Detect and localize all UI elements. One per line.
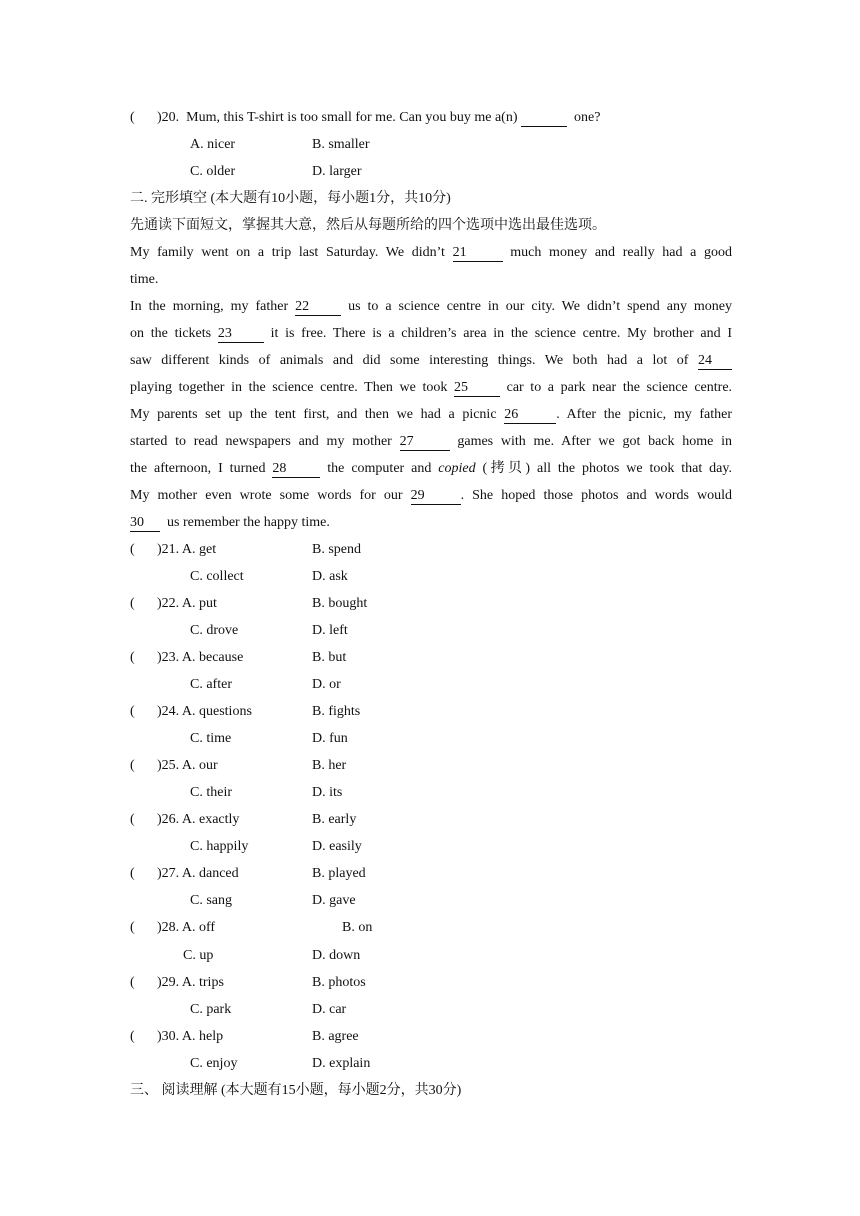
- passage-text: us to a science centre in our city. We didn’t spend any money: [348, 299, 733, 314]
- question-23-option-d: D. or: [312, 677, 341, 692]
- question-30-option-a: )30. A. help: [157, 1029, 224, 1044]
- passage-line: [130, 243, 732, 263]
- passage-text: My family went on a trip last Saturday. We didn’t: [130, 245, 445, 260]
- blank-21: 21: [453, 245, 503, 262]
- passage-text: the computer and: [327, 461, 432, 476]
- passage-line: [130, 405, 732, 425]
- answer-paren: (: [130, 110, 135, 125]
- passage-text: us remember the happy time.: [167, 515, 330, 530]
- blank-26: 26: [504, 407, 556, 424]
- answer-paren: (: [130, 758, 135, 773]
- passage-line: [130, 432, 732, 452]
- answer-paren: (: [130, 704, 135, 719]
- question-29-option-b: B. photos: [312, 975, 366, 990]
- answer-paren: (: [130, 596, 135, 611]
- blank-29: 29: [411, 488, 461, 505]
- answer-paren: (: [130, 812, 135, 827]
- blank-28: 28: [272, 461, 320, 478]
- answer-paren: (: [130, 920, 135, 935]
- answer-blank: [521, 110, 567, 127]
- question-24-option-c: C. time: [190, 731, 232, 746]
- passage-text: My mother even wrote some words for our: [130, 488, 403, 503]
- passage-text: games with me. After we got back home in: [457, 434, 732, 449]
- blank-23: 23: [218, 326, 264, 343]
- blank-27: 27: [400, 434, 450, 451]
- passage-text-italic: copied: [438, 461, 476, 476]
- passage-line: [130, 324, 732, 344]
- question-21-option-d: D. ask: [312, 569, 348, 584]
- question-26-option-d: D. easily: [312, 839, 362, 854]
- blank-24: 24: [698, 353, 732, 370]
- option-b: B. smaller: [312, 137, 370, 152]
- question-27-option-d: D. gave: [312, 893, 356, 908]
- question-23-option-a: )23. A. because: [157, 650, 244, 665]
- question-30-option-d: D. explain: [312, 1056, 371, 1071]
- question-28-option-a: )28. A. off: [157, 920, 216, 935]
- stem-text: Mum, this T-shirt is too small for me. Can you buy me a(n): [186, 110, 518, 125]
- passage-text: started to read newspapers and my mother: [130, 434, 392, 449]
- passage-line: [130, 459, 732, 479]
- section-heading: 三、 阅读理解 (本大题有15小题，每小题2分，共30分): [130, 1083, 462, 1098]
- question-22-option-b: B. bought: [312, 596, 368, 611]
- passage-text: it is free. There is a children’s area in the science centre. My brother and I: [270, 326, 733, 341]
- blank-22: 22: [295, 299, 341, 316]
- question-22-option-a: )22. A. put: [157, 596, 217, 611]
- question-24-option-a: )24. A. questions: [157, 704, 252, 719]
- question-29-option-a: )29. A. trips: [157, 975, 224, 990]
- question-20-stem: [157, 108, 717, 128]
- question-21-option-c: C. collect: [190, 569, 244, 584]
- question-25-option-b: B. her: [312, 758, 347, 773]
- passage-text: . After the picnic, my father: [556, 407, 732, 422]
- passage-text: saw different kinds of animals and did some interesting things. We both had a lot of: [130, 353, 689, 368]
- question-25-option-d: D. its: [312, 785, 343, 800]
- passage-line: [130, 378, 732, 398]
- option-d: D. larger: [312, 164, 362, 179]
- question-30-option-b: B. agree: [312, 1029, 359, 1044]
- question-29-option-c: C. park: [190, 1002, 232, 1017]
- question-23-option-b: B. but: [312, 650, 347, 665]
- section-instruction: 先通读下面短文，掌握其大意，然后从每题所给的四个选项中选出最佳选项。: [130, 218, 606, 233]
- question-24-option-d: D. fun: [312, 731, 348, 746]
- question-23-option-c: C. after: [190, 677, 232, 692]
- answer-paren: (: [130, 866, 135, 881]
- blank-25: 25: [454, 380, 500, 397]
- passage-line: [130, 351, 732, 371]
- question-22-option-c: C. drove: [190, 623, 239, 638]
- passage-text: time.: [130, 272, 159, 287]
- passage-text: (拷贝) all the photos we took that day.: [482, 461, 732, 476]
- question-21-option-a: )21. A. get: [157, 542, 217, 557]
- passage-text: In the morning, my father: [130, 299, 289, 314]
- question-number: )20.: [157, 110, 180, 125]
- answer-paren: (: [130, 1029, 135, 1044]
- option-a: A. nicer: [190, 137, 236, 152]
- passage-text: My parents set up the tent first, and then we had a picnic: [130, 407, 497, 422]
- passage-line: [130, 297, 732, 317]
- question-26-option-a: )26. A. exactly: [157, 812, 240, 827]
- question-25-option-a: )25. A. our: [157, 758, 218, 773]
- section-heading: 二. 完形填空 (本大题有10小题，每小题1分，共10分): [130, 191, 451, 206]
- passage-text: the afternoon, I turned: [130, 461, 266, 476]
- question-25-option-c: C. their: [190, 785, 232, 800]
- answer-paren: (: [130, 975, 135, 990]
- question-26-option-c: C. happily: [190, 839, 249, 854]
- question-29-option-d: D. car: [312, 1002, 347, 1017]
- question-27-option-a: )27. A. danced: [157, 866, 239, 881]
- passage-text: . She hoped those photos and words would: [460, 488, 732, 503]
- question-26-option-b: B. early: [312, 812, 357, 827]
- passage-text: much money and really had a good: [510, 245, 733, 260]
- answer-paren: (: [130, 650, 135, 665]
- question-21-option-b: B. spend: [312, 542, 361, 557]
- question-28-option-c: C. up: [183, 948, 214, 963]
- question-22-option-d: D. left: [312, 623, 348, 638]
- passage-line: [130, 270, 732, 290]
- question-27-option-b: B. played: [312, 866, 366, 881]
- passage-text: playing together in the science centre. Then we took: [130, 380, 448, 395]
- stem-text-end: one?: [573, 110, 601, 125]
- passage-line: [130, 513, 732, 533]
- passage-line: [130, 486, 732, 506]
- question-28-option-d: D. down: [312, 948, 361, 963]
- answer-paren: (: [130, 542, 135, 557]
- question-28-option-b: B. on: [342, 920, 373, 935]
- option-c: C. older: [190, 164, 236, 179]
- passage-text: car to a park near the science centre.: [506, 380, 733, 395]
- passage-text: on the tickets: [130, 326, 212, 341]
- blank-30: 30: [130, 515, 160, 532]
- question-27-option-c: C. sang: [190, 893, 232, 908]
- question-24-option-b: B. fights: [312, 704, 361, 719]
- question-30-option-c: C. enjoy: [190, 1056, 238, 1071]
